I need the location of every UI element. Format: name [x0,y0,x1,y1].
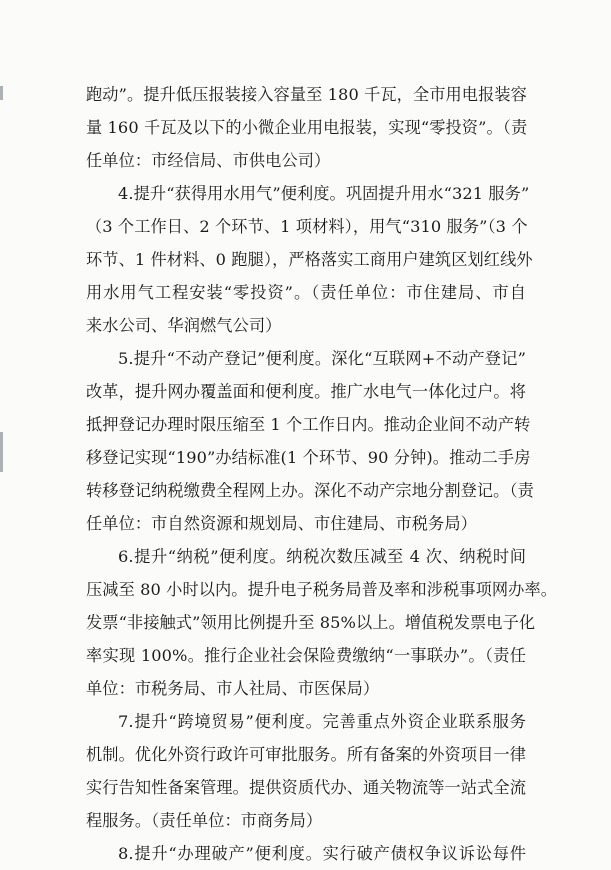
text-line: 跑动”。提升低压报装接入容量至 180 千瓦，全市用电报装容 [86,85,527,104]
text-line: 环节、1 件材料、0 跑腿），严格落实工商用户建筑区划红线外 [86,250,533,269]
text-line: 7.提升“跨境贸易”便利度。完善重点外资企业联系服务 [118,712,526,731]
text-line: 发票“非接触式”领用比例提升至 85%以上。增值税发票电子化 [86,613,536,632]
scan-edge-mark [0,432,3,472]
text-line: 任单位：市经信局、市供电公司） [86,151,331,170]
text-line: 压减至 80 小时以内。提升电子税务局普及率和涉税事项网办率。 [86,580,558,599]
text-line: 机制。优化外资行政许可审批服务。所有备案的外资项目一律 [86,745,526,764]
text-line: 率实现 100%。推行企业社会保险费缴纳“一事联办”。（责任 [86,646,526,665]
text-line: 5.提升“不动产登记”便利度。深化“互联网+不动产登记” [118,349,526,368]
text-line: 量 160 千瓦及以下的小微企业用电报装，实现“零投资”。（责 [86,118,528,137]
text-line: 实行告知性备案管理。提供资质代办、通关物流等一站式全流 [86,778,526,797]
text-line: 8.提升“办理破产”便利度。实行破产债权争议诉讼每件 [118,844,526,863]
text-line: 程服务。（责任单位：市商务局） [86,811,323,830]
text-line: 单位：市税务局、市人社局、市医保局） [86,679,380,698]
text-line: （3 个工作日、2 个环节、1 项材料），用气“310 服务”（3 个 [86,217,528,236]
text-line: 来水公司、华润燃气公司） [86,316,282,335]
text-line: 6.提升“纳税”便利度。纳税次数压减至 4 次、纳税时间 [118,547,526,566]
text-line: 抵押登记办理时限压缩至 1 个工作日内。推动企业间不动产转 [86,415,531,434]
text-line: 移登记实现“190”办结标准(1 个环节、90 分钟)。推动二手房 [86,448,531,467]
text-line: 用水用气工程安装“零投资”。（责任单位：市住建局、市自 [86,283,526,302]
text-line: 转移登记纳税缴费全程网上办。深化不动产宗地分割登记。（责 [86,481,534,500]
text-line: 任单位：市自然资源和规划局、市住建局、市税务局） [86,514,477,533]
text-line: 改革，提升网办覆盖面和便利度。推广水电气一体化过户。将 [86,382,526,401]
text-line: 4.提升“获得用水用气”便利度。巩固提升用水“321 服务” [118,184,530,203]
scan-edge-mark [0,86,3,100]
